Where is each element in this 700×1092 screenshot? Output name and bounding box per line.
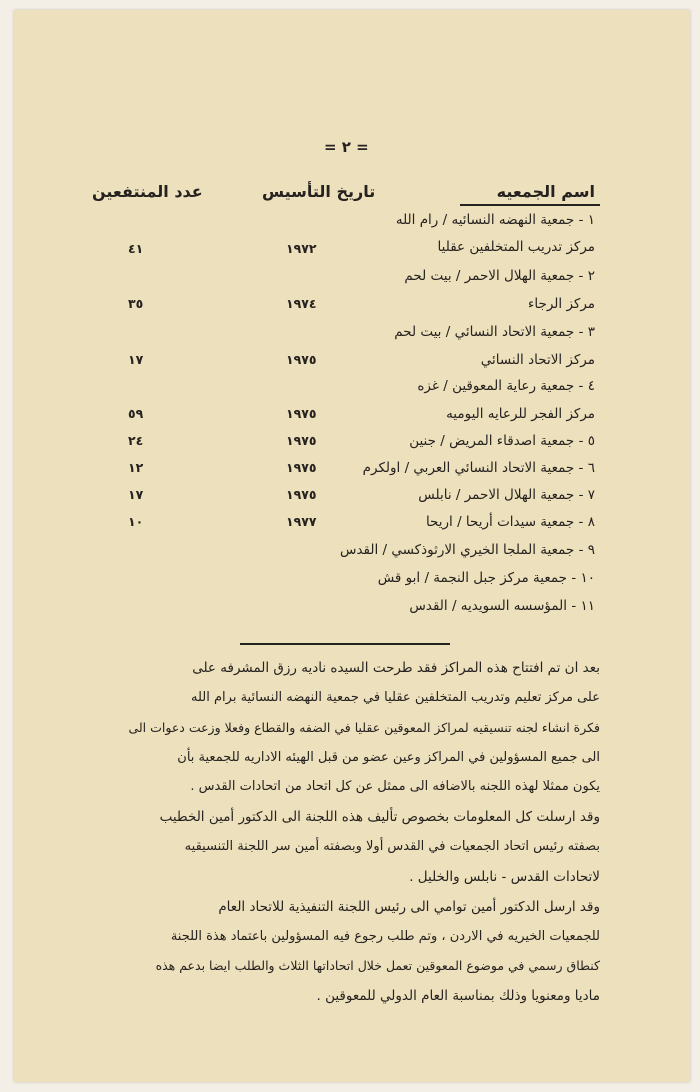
table-row: ٨ - جمعية سيدات أريحا / اريحا (425, 514, 595, 530)
header-underline (460, 204, 600, 206)
paragraph-line: فكرة انشاء لجنه تنسيقيه لمراكز المعوقين عقليا في الضفه والقطاع وفعلا وزعت دعوات الى (128, 720, 600, 735)
row-count: ٣٥ (128, 296, 144, 311)
paragraph-line: لاتحادات القدس - نابلس والخليل . (409, 869, 600, 885)
row-count: ٥٩ (128, 406, 144, 421)
row-count: ١٧ (128, 352, 144, 367)
table-row: ١١ - المؤسسه السويديه / القدس (409, 598, 595, 614)
row-count: ١٧ (128, 487, 144, 502)
table-row: مركز الاتحاد النسائي (480, 352, 595, 368)
paragraph-line: يكون ممثلا لهذه اللجنه بالاضافه الى ممثل عن كل اتحاد من اتحادات القدس . (190, 779, 600, 794)
table-row: ١ - جمعية النهضه النسائيه / رام الله (395, 212, 595, 228)
row-count: ١٢ (128, 460, 144, 475)
paragraph-line: للجمعيات الخيريه في الاردن ، وتم طلب رجوع فيه المسؤولين باعتماد هذة اللجنة (170, 929, 600, 944)
table-row: ٣ - جمعية الاتحاد النسائي / بيت لحم (394, 324, 595, 340)
row-date: ١٩٧٢ (286, 241, 317, 256)
row-count: ٢٤ (128, 433, 144, 448)
paragraph-line: كنطاق رسمي في موضوع المعوقين تعمل خلال اتحاداتها الثلاث والطلب ايضا بدعم هذه (155, 958, 600, 973)
table-row: مركز الرجاء (528, 296, 595, 312)
table-row: ٢ - جمعية الهلال الاحمر / بيت لحم (404, 268, 595, 284)
row-date: ١٩٧٥ (286, 352, 317, 367)
paragraph-line: ماديا ومعنويا وذلك بمناسبة العام الدولي للمعوقين . (316, 988, 600, 1004)
paragraph-line: بعد ان تم افتتاح هذه المراكز فقد طرحت السيده ناديه رزق المشرفه على (192, 660, 600, 676)
paragraph-line: على مركز تعليم وتدريب المتخلفين عقليا في جمعية النهضه النسائية برام الله (191, 690, 600, 705)
row-date: ١٩٧٥ (286, 406, 317, 421)
paragraph-line: بصفته رئيس اتحاد الجمعيات في القدس أولا وبصفته أمين سر اللجنة التنسيقيه (184, 839, 600, 854)
table-row: ٤ - جمعية رعاية المعوقين / غزه (417, 378, 595, 394)
paragraph-line: وقد ارسلت كل المعلومات بخصوص تأليف هذه اللجنة الى الدكتور أمين الخطيب (159, 809, 600, 825)
table-row: ٩ - جمعية الملجا الخيري الارثوذكسي / القدس (339, 542, 595, 558)
row-count: ١٠ (128, 514, 144, 529)
section-divider (240, 643, 450, 645)
table-row: ٦ - جمعية الاتحاد النسائي العربي / اولكرم (362, 460, 595, 476)
row-date: ١٩٧٤ (286, 296, 317, 311)
paragraph-line: وقد ارسل الدكتور أمين توامي الى رئيس اللجنة التنفيذية للاتحاد العام (218, 899, 600, 915)
table-row: ١٠ - جمعية مركز جبل النجمة / ابو قش (377, 570, 595, 586)
row-count: ٤١ (128, 241, 144, 256)
row-date: ١٩٧٧ (286, 514, 317, 529)
row-date: ١٩٧٥ (286, 433, 317, 448)
table-row: مركز الفجر للرعايه اليوميه (446, 406, 595, 422)
row-date: ١٩٧٥ (286, 460, 317, 475)
header-founding-date: تاريخ التأسيس (262, 182, 376, 201)
table-row: ٧ - جمعية الهلال الاحمر / نابلس (418, 487, 595, 503)
page-number: = ٢ = (324, 138, 369, 156)
table-row: ٥ - جمعية اصدقاء المريض / جنين (409, 433, 595, 449)
paragraph-line: الى جميع المسؤولين في المراكز وعين عضو من قبل الهيئه الاداريه للجمعية بأن (177, 750, 600, 765)
document-page (14, 10, 690, 1082)
header-organization-name: اسم الجمعيه (496, 182, 595, 201)
row-date: ١٩٧٥ (286, 487, 317, 502)
header-beneficiaries: عدد المنتفعين (92, 182, 203, 201)
table-row: مركز تدريب المتخلفين عقليا (437, 239, 595, 255)
